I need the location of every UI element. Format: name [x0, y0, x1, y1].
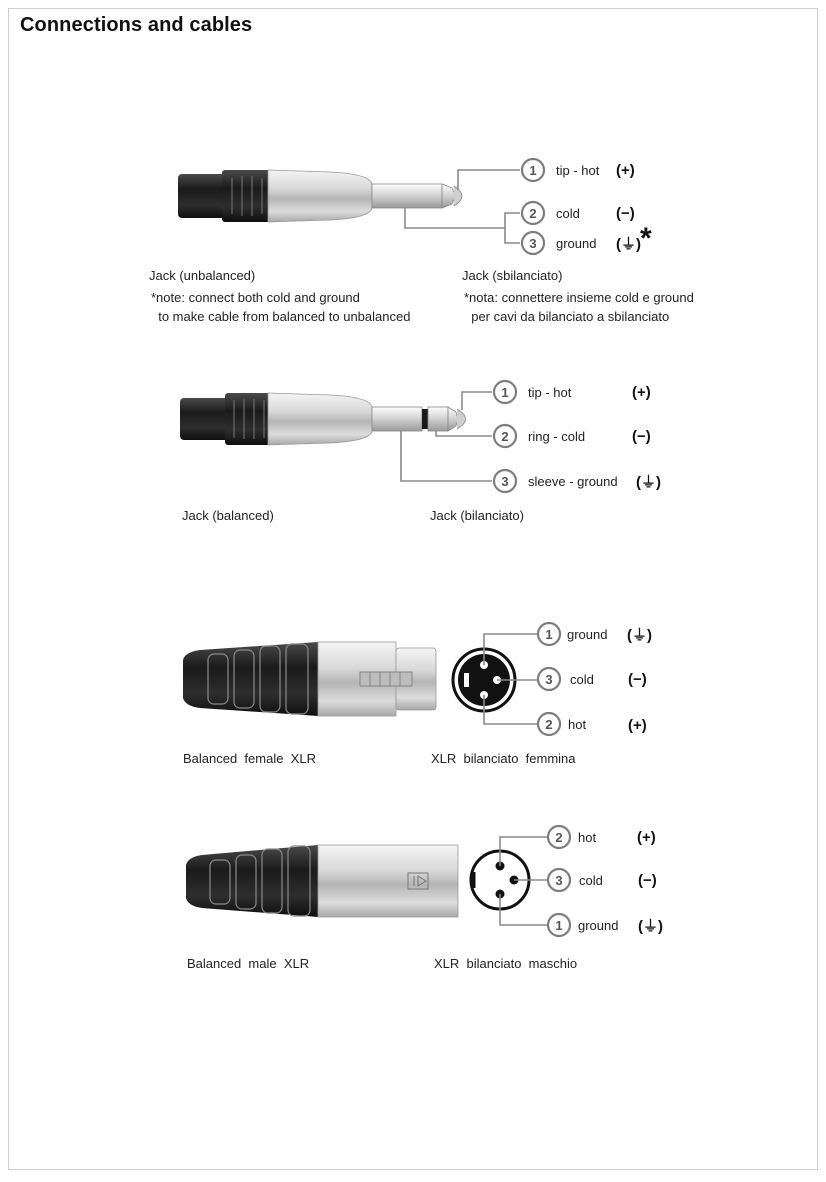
unbalanced-jack-plug	[178, 170, 462, 222]
polarity-symbol: (+)	[616, 162, 635, 179]
pin-label: ground	[567, 627, 608, 642]
polarity-symbol: (−)	[628, 671, 647, 688]
polarity-symbol: (⏚)	[616, 236, 641, 253]
polarity-symbol: (−)	[638, 872, 657, 889]
note-en-line2: to make cable from balanced to unbalanced	[151, 309, 411, 324]
pin-label: ground	[556, 236, 597, 251]
pin-label: ground	[578, 918, 619, 933]
pin-label: tip - hot	[528, 385, 572, 400]
pin-number: 1	[555, 918, 563, 933]
polarity-symbol: (+)	[637, 829, 656, 846]
pin-label: sleeve - ground	[528, 474, 618, 489]
pin-number: 3	[545, 672, 553, 687]
pin-number: 2	[529, 206, 537, 221]
pin-number: 2	[545, 717, 553, 732]
pin-label: cold	[570, 672, 594, 687]
pin-number: 1	[545, 627, 553, 642]
pin-label: cold	[556, 206, 580, 221]
balanced-jack-plug	[180, 393, 466, 445]
caption-female-xlr-it: XLR bilanciato femmina	[431, 751, 576, 766]
asterisk-mark: *	[640, 222, 652, 255]
caption-male-xlr-en: Balanced male XLR	[187, 956, 310, 971]
note-it-line1: *nota: connettere insieme cold e ground	[464, 290, 694, 305]
caption-unbalanced-jack-it: Jack (sbilanciato)	[462, 268, 563, 283]
caption-female-xlr-en: Balanced female XLR	[183, 751, 316, 766]
caption-male-xlr-it: XLR bilanciato maschio	[434, 956, 578, 971]
pin-number: 3	[555, 873, 563, 888]
polarity-symbol: (⏚)	[627, 627, 652, 644]
pin-number: 3	[529, 236, 537, 251]
pin-label: tip - hot	[556, 163, 600, 178]
pin-label: ring - cold	[528, 429, 586, 444]
pin-number: 2	[555, 830, 563, 845]
note-it-line2: per cavi da bilanciato a sbilanciato	[464, 309, 670, 324]
pin-label: cold	[579, 873, 603, 888]
pin-number: 3	[501, 474, 509, 489]
polarity-symbol: (+)	[632, 384, 651, 401]
polarity-symbol: (+)	[628, 717, 647, 734]
caption-balanced-jack-en: Jack (balanced)	[182, 508, 274, 523]
caption-unbalanced-jack-en: Jack (unbalanced)	[149, 268, 256, 283]
polarity-symbol: (−)	[616, 205, 635, 222]
pin-label: hot	[578, 830, 597, 845]
polarity-symbol: (⏚)	[636, 474, 661, 491]
polarity-symbol: (⏚)	[638, 918, 663, 935]
female-xlr-connector	[183, 642, 436, 716]
balanced-jack-wiring	[401, 392, 492, 481]
pin-number: 1	[501, 385, 509, 400]
pin-number: 2	[501, 429, 509, 444]
male-xlr-connector	[186, 845, 458, 917]
note-en-line1: *note: connect both cold and ground	[151, 290, 360, 305]
page-title: Connections and cables	[20, 14, 253, 36]
pin-label: hot	[568, 717, 587, 732]
polarity-symbol: (−)	[632, 428, 651, 445]
caption-balanced-jack-it: Jack (bilanciato)	[430, 508, 524, 523]
pin-number: 1	[529, 163, 537, 178]
